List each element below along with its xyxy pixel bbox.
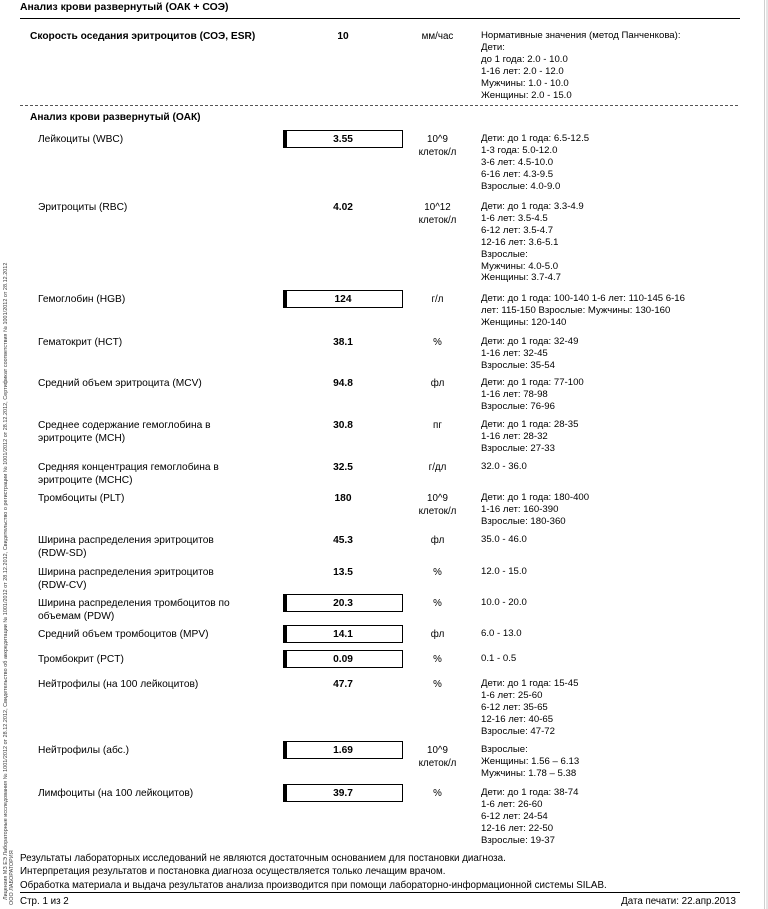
print-date: Дата печати: 22.апр.2013: [621, 896, 736, 907]
test-name: Ширина распределения эритроцитов (RDW-CV): [38, 567, 214, 592]
footer-divider: [20, 892, 740, 893]
test-name: Нейтрофилы (на 100 лейкоцитов): [38, 679, 199, 690]
test-value: 30.8: [333, 420, 353, 431]
test-value: 3.55: [333, 134, 353, 145]
side-license-line: Лицензия МЗ ЕЭ Лабораторные исследования № 1001/2012 от 28.12.2012, Свидетельство об аккредитации № 1001/2012 от 28.12.2012, Свидетельство о регистрации № 1001/2012 от 28.12.2012, Сертификат соответствия № 1001/2012 от 28.12.2012: [3, 262, 9, 900]
test-name: Лейкоциты (WBC): [38, 134, 124, 145]
test-name: Гемоглобин (HGB): [38, 294, 126, 305]
test-value: 47.7: [333, 679, 353, 690]
test-unit: 10^9 клеток/л: [418, 493, 457, 518]
reference-range: 10.0 - 20.0: [481, 597, 527, 608]
test-value: 45.3: [333, 535, 353, 546]
reference-range: Дети: до 1 года: 6.5-12.5 1-3 года: 5.0-12.0 3-6 лет: 4.5-10.0 6-16 лет: 4.3-9.5 Взрослые: 4.0-9.0: [481, 133, 590, 192]
esr-name: Скорость оседания эритроцитов (СОЭ, ESR): [30, 31, 256, 42]
test-name: Средний объем эритроцита (MCV): [38, 378, 202, 389]
test-unit: фл: [430, 535, 445, 546]
test-name: Ширина распределения эритроцитов (RDW-SD): [38, 535, 214, 560]
reference-range: Дети: до 1 года: 32-49 1-16 лет: 32-45 Взрослые: 35-54: [481, 336, 579, 371]
test-unit: г/л: [431, 294, 444, 305]
test-unit: г/дл: [428, 462, 447, 473]
test-value: 180: [334, 493, 352, 504]
test-name: Гематокрит (HCT): [38, 337, 123, 348]
test-value: 0.09: [333, 654, 353, 665]
test-unit: 10^12 клеток/л: [418, 202, 457, 227]
test-unit: %: [433, 679, 442, 690]
test-unit: 10^9 клеток/л: [418, 745, 457, 770]
reference-range: Взрослые: Женщины: 1.56 – 6.13 Мужчины: 1.78 – 5.38: [481, 744, 580, 779]
test-unit: фл: [430, 629, 445, 640]
footer-note-line: Результаты лабораторных исследований не являются достаточным основанием для постановки диагноза.: [20, 853, 506, 864]
reference-range: 35.0 - 46.0: [481, 534, 527, 545]
test-unit: фл: [430, 378, 445, 389]
page-number: Стр. 1 из 2: [20, 896, 69, 907]
side-license-text: [0, 0, 14, 909]
footer-note-line: Интерпретация результатов и постановка диагноза осуществляется только лечащим врачом.: [20, 866, 446, 878]
test-name: Тромбокрит (PCT): [38, 654, 124, 665]
test-value: 94.8: [333, 378, 353, 389]
footer-notes: [20, 852, 607, 892]
reference-range: 12.0 - 15.0: [481, 566, 527, 577]
test-unit: пг: [433, 420, 442, 431]
test-unit: %: [433, 654, 442, 665]
test-unit: %: [433, 337, 442, 348]
test-value: 4.02: [333, 202, 353, 213]
reference-range: 32.0 - 36.0: [481, 461, 527, 472]
side-lab-name: ООО ЛАБОРАТОРИЯ: [9, 850, 15, 905]
section-divider: [20, 105, 738, 106]
reference-range: Дети: до 1 года: 15-45 1-6 лет: 25-60 6-12 лет: 35-65 12-16 лет: 40-65 Взрослые: 47-72: [481, 678, 579, 737]
test-value: 20.3: [333, 598, 353, 609]
test-name: Ширина распределения тромбоцитов по объемам (PDW): [38, 598, 230, 623]
test-name: Лимфоциты (на 100 лейкоцитов): [38, 788, 194, 799]
reference-range: Дети: до 1 года: 100-140 1-6 лет: 110-145 6-16 лет: 115-150 Взрослые: Мужчины: 130-160 Женщины: 120-140: [481, 293, 685, 328]
reference-range: Дети: до 1 года: 38-74 1-6 лет: 26-60 6-12 лет: 24-54 12-16 лет: 22-50 Взрослые: 19-37: [481, 787, 579, 846]
reference-range: Дети: до 1 года: 28-35 1-16 лет: 28-32 Взрослые: 27-33: [481, 419, 579, 454]
test-value: 14.1: [333, 629, 353, 640]
test-value: 13.5: [333, 567, 353, 578]
esr-value: 10: [337, 31, 349, 42]
test-unit: %: [433, 567, 442, 578]
test-value: 39.7: [333, 788, 353, 799]
test-unit: %: [433, 788, 442, 799]
reference-range: Дети: до 1 года: 180-400 1-16 лет: 160-390 Взрослые: 180-360: [481, 492, 590, 527]
test-name: Среднее содержание гемоглобина в эритроците (MCH): [38, 420, 211, 445]
esr-unit: мм/час: [421, 31, 454, 42]
title-divider: [20, 18, 740, 19]
reference-range: 6.0 - 13.0: [481, 628, 522, 639]
test-name: Эритроциты (RBC): [38, 202, 128, 213]
test-unit: %: [433, 598, 442, 609]
test-value: 124: [334, 294, 352, 305]
test-name: Средний объем тромбоцитов (MPV): [38, 629, 209, 640]
test-unit: 10^9 клеток/л: [418, 134, 457, 159]
reference-range: 0.1 - 0.5: [481, 653, 517, 664]
reference-range: Дети: до 1 года: 3.3-4.9 1-6 лет: 3.5-4.5 6-12 лет: 3.5-4.7 12-16 лет: 3.6-5.1 Взрослые: Мужчины: 4.0-5.0 Женщины: 3.7-4.7: [481, 201, 584, 284]
footer-note-line: Обработка материала и выдача результатов анализа производится при помощи лабораторно-информационной системы SILAB.: [20, 879, 607, 891]
test-value: 32.5: [333, 462, 353, 473]
test-value: 1.69: [333, 745, 353, 756]
esr-norm: Нормативные значения (метод Панченкова): Дети: до 1 года: 2.0 - 10.0 1-16 лет: 2.0 - 12.0 Мужчины: 1.0 - 10.0 Женщины: 2.0 - 15.0: [481, 30, 681, 101]
report-title: Анализ крови развернутый (ОАК + СОЭ): [20, 2, 229, 13]
test-name: Средняя концентрация гемоглобина в эритроците (MCHC): [38, 462, 219, 487]
reference-range: Дети: до 1 года: 77-100 1-16 лет: 78-98 Взрослые: 76-96: [481, 377, 584, 412]
test-name: Тромбоциты (PLT): [38, 493, 125, 504]
test-name: Нейтрофилы (абс.): [38, 745, 129, 756]
test-value: 38.1: [333, 337, 353, 348]
section-heading: Анализ крови развернутый (ОАК): [30, 112, 201, 123]
page-edge: [764, 0, 765, 909]
